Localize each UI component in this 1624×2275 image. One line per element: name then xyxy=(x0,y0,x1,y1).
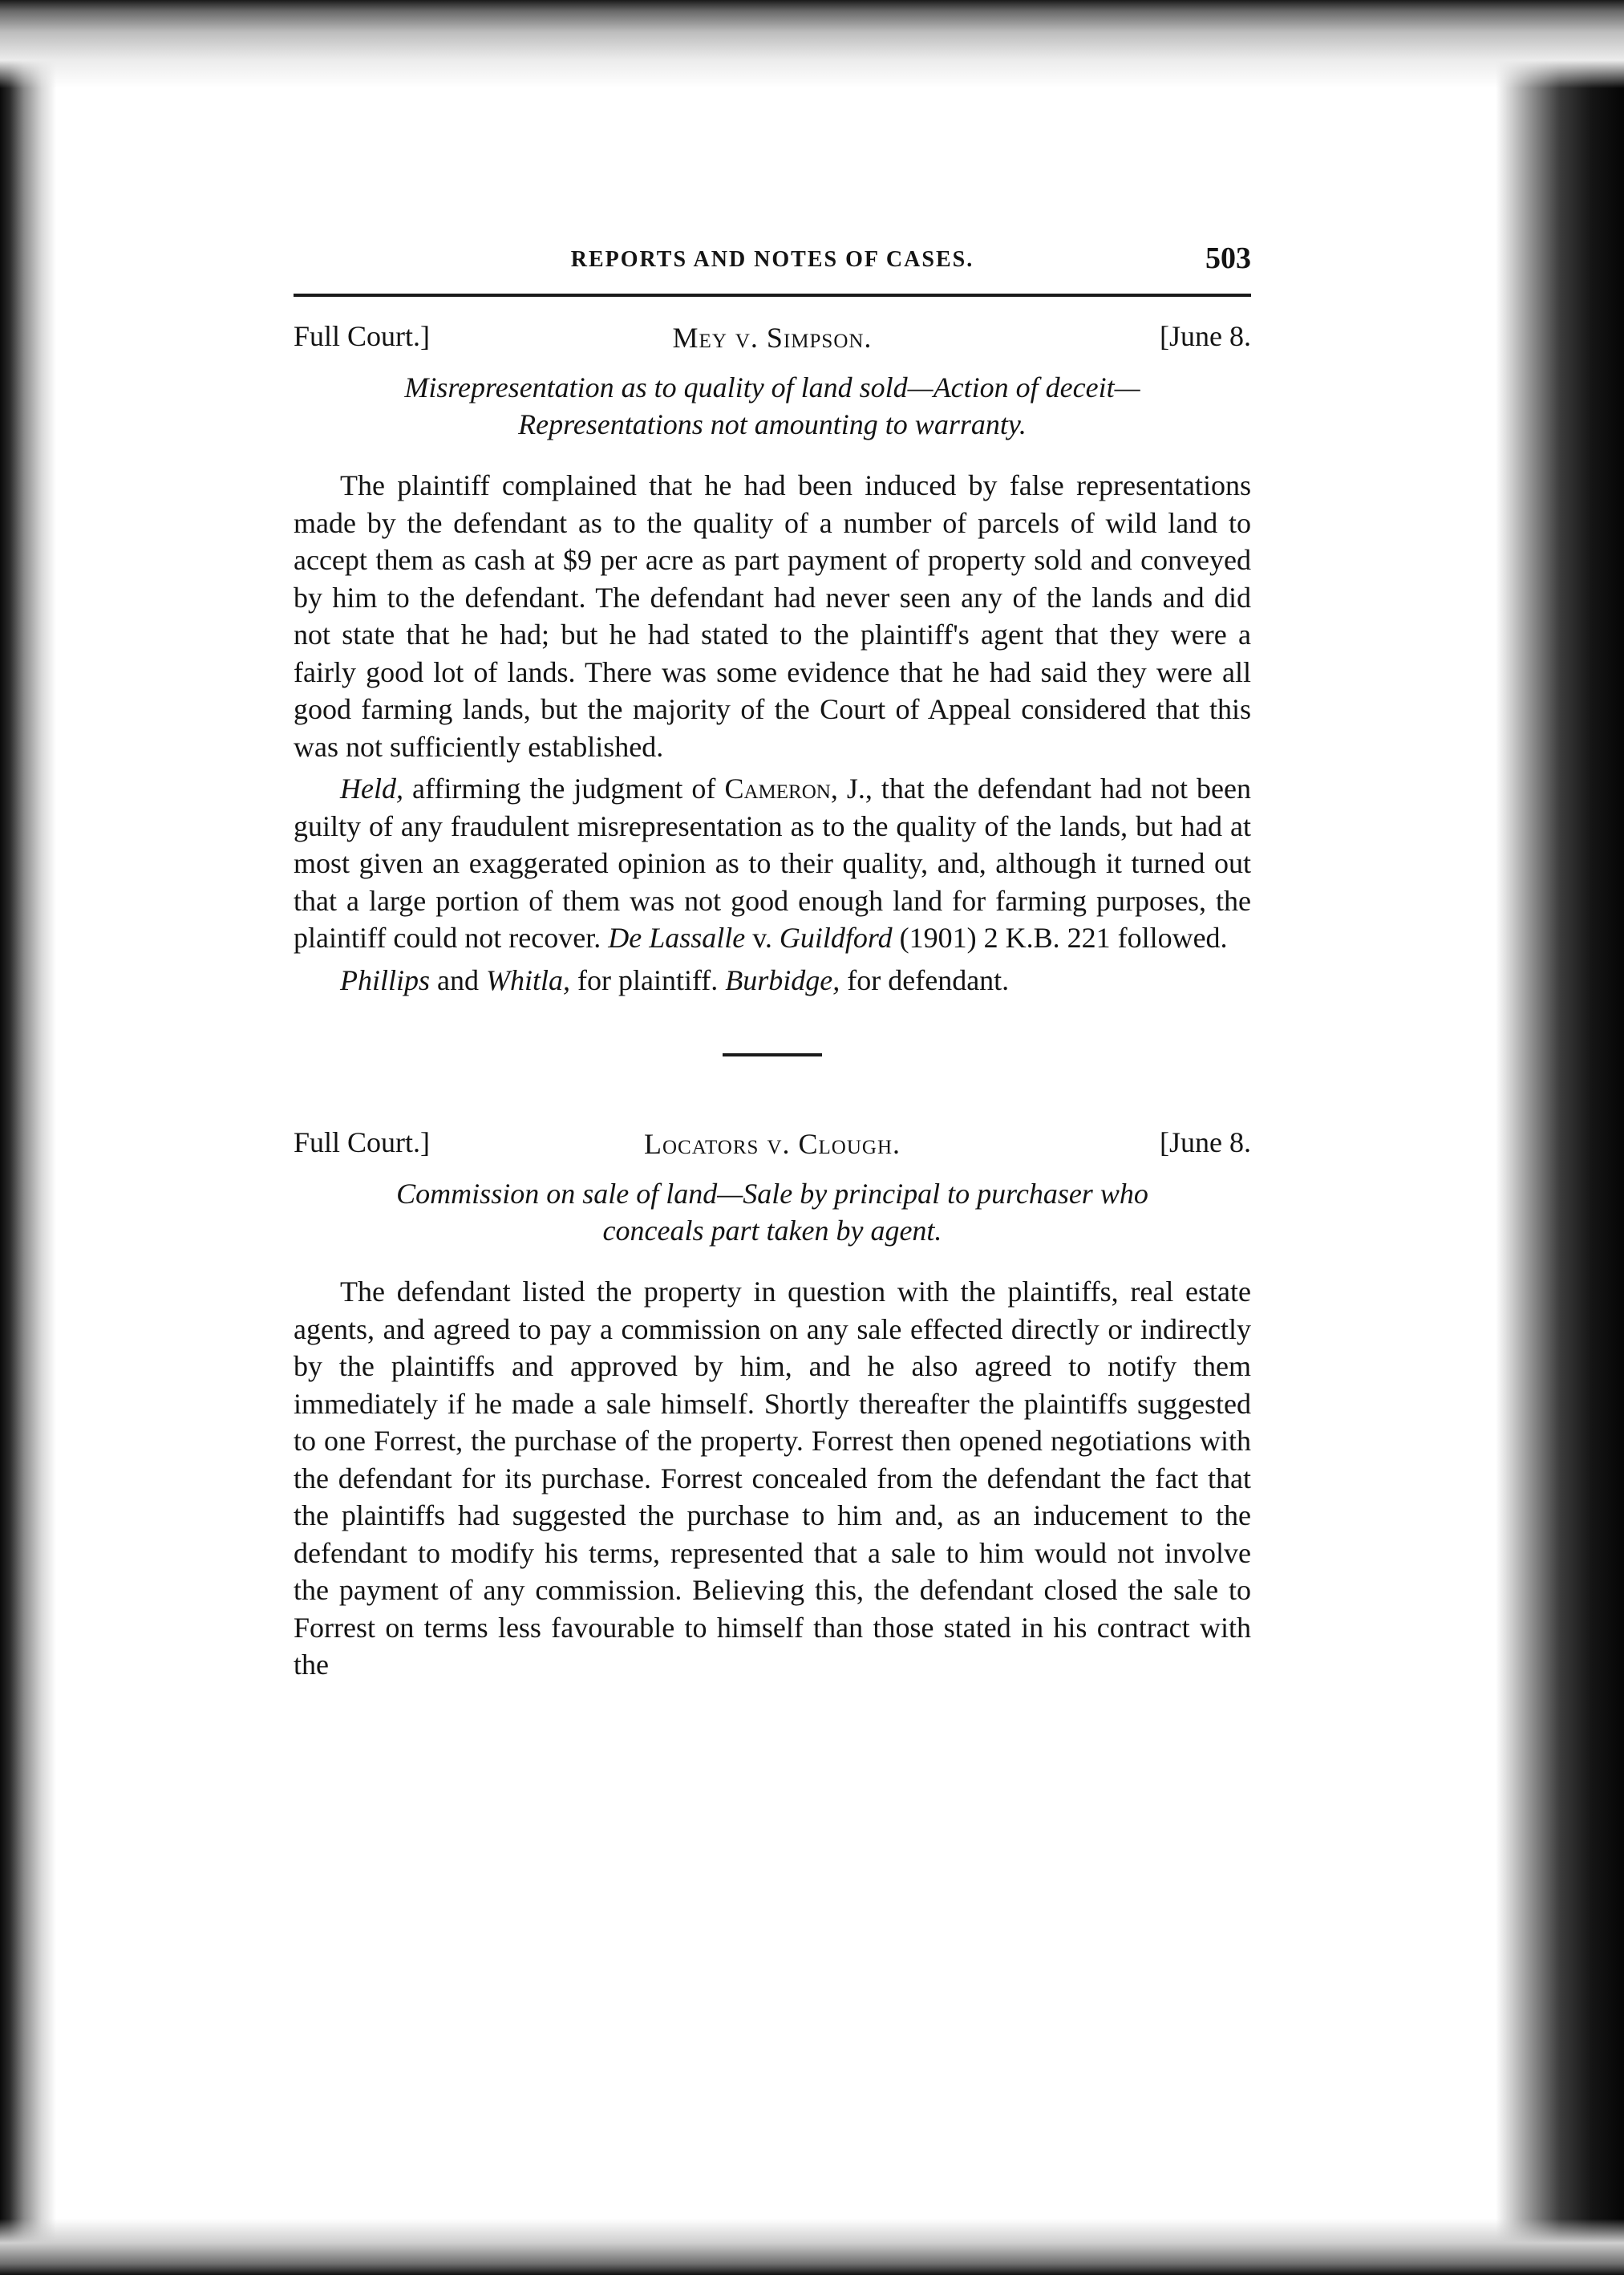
judge-name: Cameron, xyxy=(724,773,838,805)
scan-edge-left xyxy=(0,0,56,2275)
case-date: [June 8. xyxy=(1160,1126,1251,1158)
scan-edge-right xyxy=(1496,0,1624,2275)
held-text: J., that the defendant had not been guilty of any fraudulent misrepresentation as to the quality of the lands, but had at most given an exaggerated opinion as to their quality, and, although it turned out that a large portion of them was not good enough land for farming purposes, the plaintiff could not recover. xyxy=(294,773,1251,954)
citation-reference: (1901) 2 K.B. 221 followed. xyxy=(892,922,1228,954)
running-head xyxy=(294,241,1251,282)
case-facts: The plaintiff complained that he had been induced by false representations made by the defendant as to the quality of a number of parcels of wild land to accept them as cash at $9 per acre as part payment of property sold and conveyed by him to the defendant. The defendant had never seen any of the lands and did not state that he had; but he had stated to the plaintiff's agent that they were a fairly good lot of lands. There was some evidence that he had said they were all good farming lands, but the majority of the Court of Appeal considered that this was not sufficiently established. xyxy=(294,469,1251,763)
counsel-name: Whitla, xyxy=(486,963,570,996)
page-content xyxy=(294,241,1251,1689)
citation-v: v. xyxy=(745,922,780,954)
counsel-name: Phillips xyxy=(340,963,431,996)
case-separator-rule xyxy=(723,1053,822,1056)
counsel-text: for defendant. xyxy=(840,963,1010,996)
held-label: Held, xyxy=(340,773,403,805)
page-number: 503 xyxy=(1205,241,1251,275)
counsel-name: Burbidge, xyxy=(725,963,840,996)
scan-edge-bottom xyxy=(0,2219,1624,2275)
counsel-text: and xyxy=(430,963,486,996)
counsel-text: for plaintiff. xyxy=(570,963,726,996)
case-entry xyxy=(294,319,1251,999)
running-title: REPORTS AND NOTES OF CASES. xyxy=(570,247,974,272)
case-holding xyxy=(294,770,1251,957)
case-counsel xyxy=(294,962,1251,1000)
scan-edge-top xyxy=(0,0,1624,88)
case-headnote xyxy=(294,1175,1251,1249)
citation-party: De Lassalle xyxy=(608,922,746,954)
headnote-line: Representations not amounting to warranty. xyxy=(518,408,1027,440)
case-heading xyxy=(294,319,1251,364)
headnote-line: conceals part taken by agent. xyxy=(602,1215,942,1247)
case-court: Full Court.] xyxy=(294,320,431,352)
case-name: Locators v. Clough. xyxy=(643,1128,901,1160)
case-entry xyxy=(294,1125,1251,1684)
header-rule xyxy=(294,294,1251,297)
case-name: Mey v. Simpson. xyxy=(672,322,873,354)
citation-party: Guildford xyxy=(779,922,893,954)
case-court: Full Court.] xyxy=(294,1126,431,1158)
case-date: [June 8. xyxy=(1160,320,1251,352)
case-heading xyxy=(294,1125,1251,1170)
headnote-line: Misrepresentation as to quality of land sold—Action of deceit— xyxy=(404,371,1140,403)
case-headnote xyxy=(294,369,1251,443)
headnote-line: Commission on sale of land—Sale by principal to purchaser who xyxy=(396,1178,1148,1210)
held-text: affirming the judgment of xyxy=(403,773,725,805)
case-facts: The defendant listed the property in question with the plaintiffs, real estate agents, and agreed to pay a commission on any sale effected directly or indirectly by the plaintiffs and approved by him, and he also agreed to notify them immediately if he made a sale himself. Shortly thereafter the plaintiffs suggested to one Forrest, the purchase of the property. Forrest then opened negotiations with the defendant for its purchase. Forrest concealed from the defendant the fact that the plaintiffs had suggested the purchase to him and, as an inducement to the defendant to modify his terms, represented that a sale to him would not involve the payment of any commission. Believing this, the defendant closed the sale to Forrest on terms less favourable to himself than those stated in his contract with the xyxy=(294,1275,1251,1681)
